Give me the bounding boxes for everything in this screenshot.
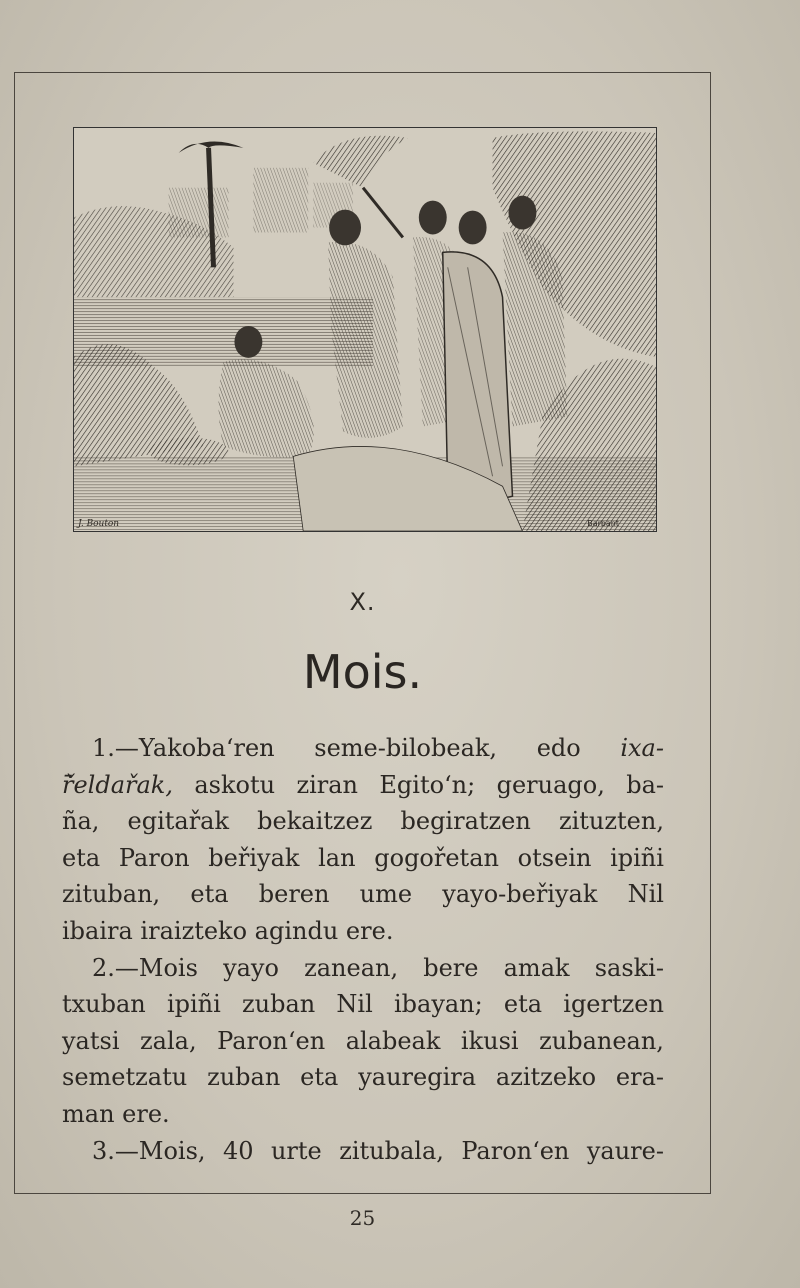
word: ikusi bbox=[460, 1026, 519, 1055]
text-line bbox=[62, 1059, 664, 1096]
chapter-title: Mois. bbox=[302, 645, 423, 699]
text-line bbox=[62, 913, 664, 950]
word: 1.—Yakoba‘ren bbox=[92, 734, 275, 762]
body-text bbox=[62, 730, 664, 1169]
word: zala, bbox=[140, 1026, 197, 1055]
word: egitařak bbox=[127, 807, 230, 836]
text-line bbox=[62, 1023, 664, 1060]
text-line bbox=[62, 840, 664, 877]
word: amak bbox=[503, 953, 570, 982]
word: ña, bbox=[62, 807, 100, 836]
word: otsein bbox=[517, 843, 592, 872]
word: man ere. bbox=[62, 1099, 170, 1128]
word: igertzen bbox=[563, 990, 664, 1019]
word: Paron bbox=[118, 843, 190, 872]
word: bere bbox=[423, 953, 479, 982]
word: eta bbox=[62, 843, 101, 872]
word: ba- bbox=[626, 770, 664, 799]
word: zituban, bbox=[62, 880, 161, 909]
word: era- bbox=[615, 1063, 664, 1092]
word: Nil bbox=[627, 880, 664, 909]
word: saski- bbox=[594, 953, 664, 982]
word: eta bbox=[190, 880, 229, 909]
text-line bbox=[62, 767, 664, 804]
word: yayo bbox=[223, 953, 279, 982]
word: geruago, bbox=[496, 770, 605, 799]
text-line bbox=[62, 1096, 664, 1133]
word: 40 bbox=[222, 1136, 254, 1165]
engraving-icon bbox=[74, 128, 656, 531]
word: yayo-beřiyak bbox=[442, 880, 598, 909]
word: lan bbox=[318, 843, 356, 872]
word: ume bbox=[359, 880, 413, 909]
word: ibaira iraizteko agindu ere. bbox=[62, 916, 394, 945]
word: 3.—Mois, bbox=[92, 1136, 206, 1165]
word: ipiñi bbox=[166, 990, 221, 1019]
word: edo bbox=[536, 734, 581, 762]
word: Egito‘n; bbox=[379, 770, 476, 799]
text-line bbox=[62, 876, 664, 913]
word: gogořetan bbox=[374, 843, 499, 872]
word: zanean, bbox=[304, 953, 399, 982]
text-line bbox=[62, 803, 664, 840]
word: ř̄eldařak, bbox=[62, 770, 173, 799]
page-number: 25 bbox=[349, 1206, 376, 1230]
word: Paron‘en bbox=[461, 1136, 570, 1165]
word: bekaitzez bbox=[257, 807, 373, 836]
chapter-illustration bbox=[73, 127, 657, 532]
chapter-number: X. bbox=[349, 588, 376, 616]
illustrator-signature: J. Bouton bbox=[77, 519, 120, 530]
word: semetzatu bbox=[62, 1063, 188, 1092]
word: yaure- bbox=[586, 1136, 664, 1165]
word: beřiyak bbox=[208, 843, 300, 872]
word: beren bbox=[258, 880, 330, 909]
word: Nil bbox=[336, 990, 373, 1019]
word: zuban bbox=[207, 1063, 281, 1092]
text-line bbox=[62, 730, 664, 767]
word: txuban bbox=[62, 990, 146, 1019]
word: 2.—Mois bbox=[92, 953, 198, 982]
word: zuban bbox=[242, 990, 316, 1019]
word: ipiñi bbox=[610, 843, 664, 872]
word: zubanean, bbox=[539, 1026, 664, 1055]
word: azitzeko bbox=[495, 1063, 597, 1092]
text-line bbox=[62, 986, 664, 1023]
word: urte bbox=[270, 1136, 322, 1165]
word: alabeak bbox=[345, 1026, 441, 1055]
word: Paron‘en bbox=[217, 1026, 326, 1055]
word: eta bbox=[300, 1063, 339, 1092]
word: seme-bilobeak, bbox=[314, 734, 498, 762]
word: yauregira bbox=[358, 1063, 477, 1092]
word: ziran bbox=[296, 770, 359, 799]
word: ibayan; bbox=[393, 990, 483, 1019]
word: zitubala, bbox=[339, 1136, 444, 1165]
word: begiratzen bbox=[400, 807, 531, 836]
word: yatsi bbox=[62, 1026, 120, 1055]
text-line bbox=[62, 1133, 664, 1170]
text-line bbox=[62, 950, 664, 987]
word: zituzten, bbox=[558, 807, 664, 836]
engraver-signature: Barbant bbox=[587, 519, 619, 529]
word: ixa- bbox=[620, 734, 664, 762]
word: eta bbox=[503, 990, 543, 1019]
word: askotu bbox=[194, 770, 276, 799]
